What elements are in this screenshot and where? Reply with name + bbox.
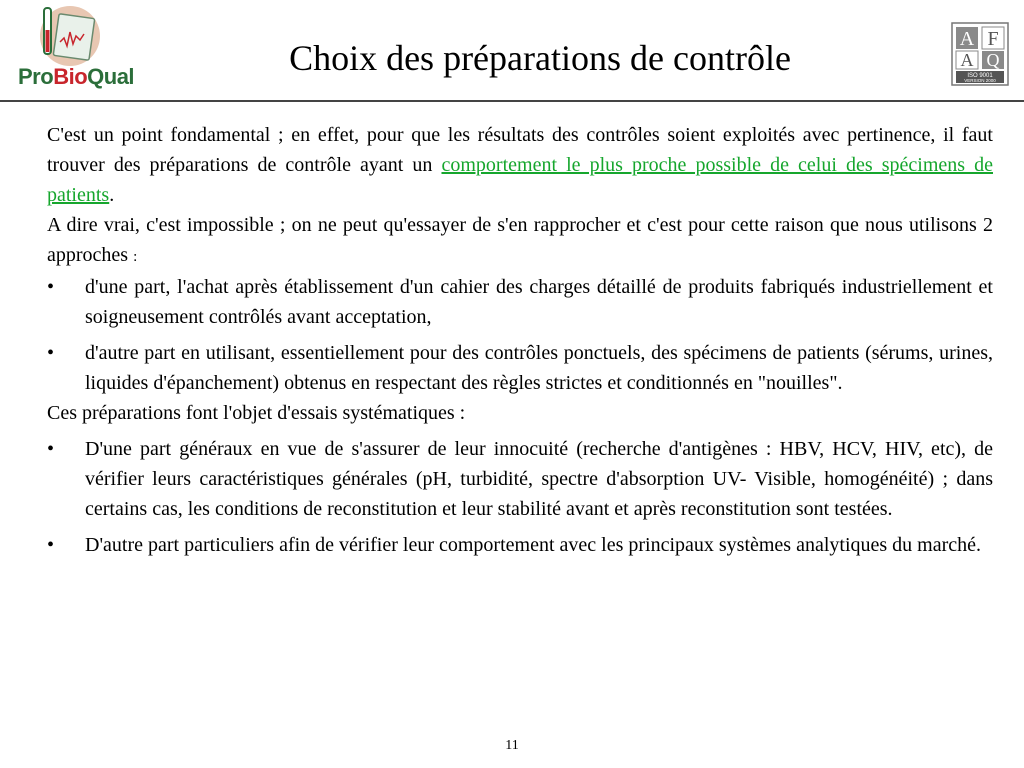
header-divider: [0, 100, 1024, 102]
afaq-badge-icon: [951, 22, 1009, 86]
tests-paragraph: Ces préparations font l'objet d'essais systématiques :: [47, 402, 466, 424]
svg-text:F: F: [987, 28, 999, 50]
bullet-icon: •: [47, 276, 55, 298]
slide-body: [47, 120, 993, 560]
svg-text:A: A: [959, 28, 975, 50]
svg-text:Q: Q: [986, 50, 1000, 70]
page-number: 11: [505, 738, 519, 753]
svg-text:VERSION 2000: VERSION 2000: [964, 78, 996, 83]
list-item: • D'autre part particuliers afin de vérifier leur comportement avec les principaux systèmes analytiques du marché.: [47, 530, 993, 560]
approaches-list: [47, 272, 993, 398]
list-item: • D'une part généraux en vue de s'assurer de leur innocuité (recherche d'antigènes : HBV, HCV, HIV, etc), de vérifier leurs caractéristiques générales (pH, turbidité, spectre d'absorption UV- Visible, homogénéité) ; dans certains cas, les conditions de reconstitution et leur stabilité avant et après reconstitution sont testées.: [47, 434, 993, 524]
svg-text:ISO 9001: ISO 9001: [967, 73, 993, 79]
list-item: • d'une part, l'achat après établissement d'un cahier des charges détaillé de produits fabriqués industriellement et soigneusement contrôlés avant acceptation,: [47, 272, 993, 332]
page-title: Choix des préparations de contrôle: [289, 38, 791, 78]
probioqual-logo: [6, 2, 135, 96]
logo-wordmark: ProBioQual: [18, 64, 135, 89]
bullet-icon: •: [47, 342, 55, 364]
highlighted-link-text[interactable]: comportement le plus proche possible de celui des spécimens de patients: [47, 154, 993, 206]
tests-list: [47, 434, 993, 560]
afaq-certification-logo: [951, 22, 1009, 86]
bullet-icon: •: [47, 534, 55, 556]
svg-text:A: A: [960, 50, 974, 70]
intro-paragraph: C'est un point fondamental ; en effet, pour que les résultats des contrôles soient exploités avec pertinence, il faut trouver des préparations de contrôle ayant un comportement le plus proche possible de celui des spécimens de patients.: [47, 124, 993, 206]
list-item: • d'autre part en utilisant, essentiellement pour des contrôles ponctuels, des spécimens de patients (sérums, urines, liquides d'épanchement) obtenus en respectant des règles strictes et conditionnés en "nouilles".: [47, 338, 993, 398]
bullet-icon: •: [47, 438, 55, 460]
approaches-paragraph: A dire vrai, c'est impossible ; on ne peut qu'essayer de s'en rapprocher et c'est pour cette raison que nous utilisons 2 approches :: [47, 214, 993, 266]
